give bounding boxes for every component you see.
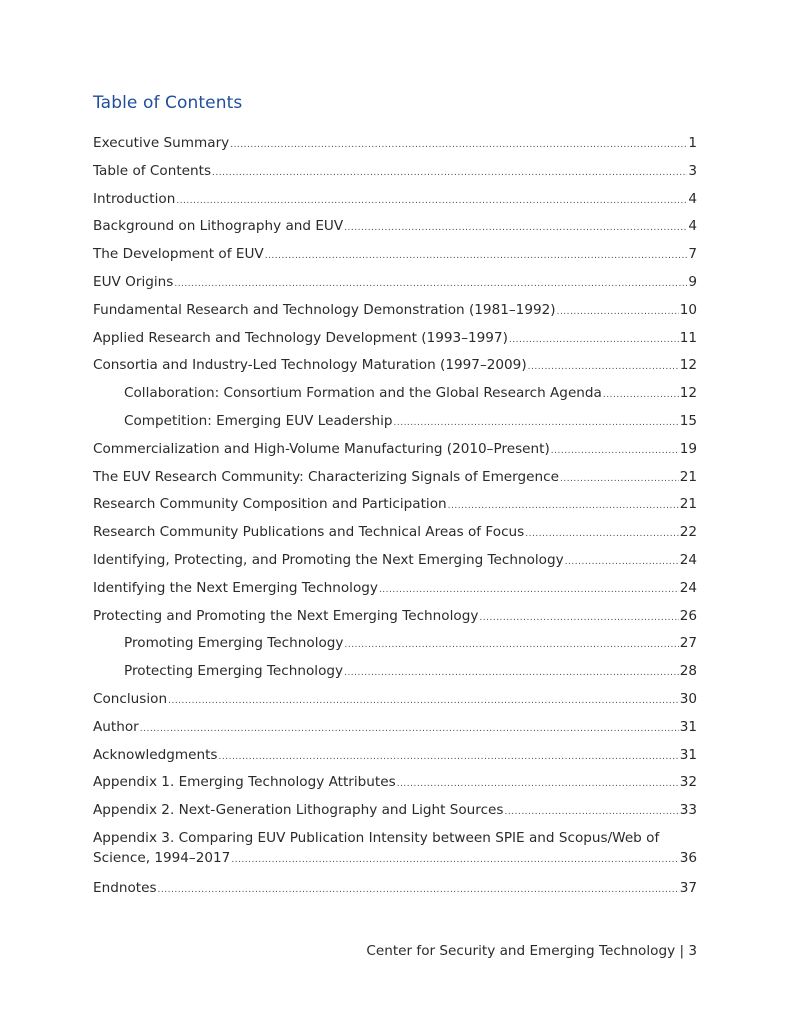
toc-dot-leader xyxy=(168,691,679,711)
toc-entry-link[interactable] xyxy=(93,272,697,300)
toc-dot-leader xyxy=(603,385,679,405)
toc-dot-leader xyxy=(219,747,679,767)
toc-entry-title: Introduction xyxy=(93,190,176,207)
toc-dot-leader xyxy=(479,608,678,628)
toc-entry-title: EUV Origins xyxy=(93,273,174,290)
toc-entry-link[interactable] xyxy=(93,355,697,383)
toc-entry-title-line1: Appendix 3. Comparing EUV Publication Intensity between SPIE and Scopus/Web of xyxy=(93,829,660,846)
toc-entry-title: Acknowledgments xyxy=(93,746,218,763)
toc-dot-leader xyxy=(212,163,687,183)
toc-entry-link[interactable] xyxy=(93,439,697,467)
toc-entry-link[interactable] xyxy=(93,578,697,606)
toc-entry-title: Commercialization and High-Volume Manufacturing (2010–Present) xyxy=(93,440,550,457)
toc-page-number: 10 xyxy=(679,301,697,318)
toc-dot-leader xyxy=(344,663,679,683)
toc-page-number: 30 xyxy=(679,690,697,707)
toc-page-number: 3 xyxy=(688,162,697,179)
toc-entry-title: Table of Contents xyxy=(93,162,212,179)
toc-page-number: 4 xyxy=(688,190,697,207)
toc-entry-link[interactable] xyxy=(93,161,697,189)
toc-dot-leader xyxy=(528,357,679,377)
toc-entry-link[interactable] xyxy=(93,550,697,578)
toc-page-number: 24 xyxy=(679,579,697,596)
toc-entry-link[interactable] xyxy=(93,717,697,745)
toc-page-number: 37 xyxy=(679,879,697,896)
toc-entry-title: Author xyxy=(93,718,139,735)
toc-page-number: 36 xyxy=(679,849,697,866)
toc-page-number: 27 xyxy=(679,635,697,652)
toc-entry-link[interactable] xyxy=(93,689,697,717)
toc-entry-title-line2: Science, 1994–2017 xyxy=(93,849,231,866)
toc-dot-leader xyxy=(560,469,679,489)
toc-dot-leader xyxy=(525,524,678,544)
toc-entry-title: Conclusion xyxy=(93,690,168,707)
toc-page-number: 28 xyxy=(679,663,697,680)
toc-page-number: 26 xyxy=(679,607,697,624)
toc-dot-leader xyxy=(231,850,678,870)
toc-entry-title: Research Community Composition and Participation xyxy=(93,496,447,513)
toc-entry-title-line2-row xyxy=(93,848,697,870)
toc-entry-title: Protecting Emerging Technology xyxy=(124,663,344,680)
toc-page-number: 9 xyxy=(688,273,697,290)
toc-entry-title: Fundamental Research and Technology Demonstration (1981–1992) xyxy=(93,301,556,318)
toc-page-number: 12 xyxy=(679,357,697,374)
toc-page-number: 19 xyxy=(679,440,697,457)
toc-dot-leader xyxy=(174,274,687,294)
toc-entry-link[interactable] xyxy=(93,133,697,161)
toc-entry-title: Identifying, Protecting, and Promoting the Next Emerging Technology xyxy=(93,551,564,568)
toc-entry-link[interactable] xyxy=(93,300,697,328)
toc-entry-title: Protecting and Promoting the Next Emerging Technology xyxy=(93,607,479,624)
toc-entry-link[interactable] xyxy=(93,189,697,217)
toc-entry-link[interactable] xyxy=(93,878,697,906)
toc-entry-title: Appendix 2. Next-Generation Lithography and Light Sources xyxy=(93,802,504,819)
page-footer: Center for Security and Emerging Technology | 3 xyxy=(366,943,697,959)
toc-entry-title: Research Community Publications and Technical Areas of Focus xyxy=(93,524,525,541)
toc-entry-title: Endnotes xyxy=(93,879,157,896)
toc-page-number: 24 xyxy=(679,551,697,568)
toc-entry-link[interactable] xyxy=(93,522,697,550)
toc-dot-leader xyxy=(344,218,687,238)
toc-page-number: 33 xyxy=(679,802,697,819)
toc-entry-link[interactable] xyxy=(93,828,697,870)
toc-dot-leader xyxy=(176,191,687,211)
toc-entry-link[interactable] xyxy=(93,772,697,800)
toc-dot-leader xyxy=(379,580,679,600)
toc-page-number: 15 xyxy=(679,412,697,429)
toc-entry-link[interactable] xyxy=(93,661,697,689)
toc-dot-leader xyxy=(557,302,679,322)
toc-entry-title: Identifying the Next Emerging Technology xyxy=(93,579,378,596)
toc-page-number: 1 xyxy=(688,135,697,151)
toc-dot-leader xyxy=(140,719,679,739)
toc-page-number: 21 xyxy=(679,496,697,513)
toc-list xyxy=(93,133,697,906)
toc-page-number: 32 xyxy=(679,774,697,791)
toc-page-number: 12 xyxy=(679,385,697,402)
toc-entry-link[interactable] xyxy=(93,216,697,244)
toc-entry-title: Competition: Emerging EUV Leadership xyxy=(124,412,393,429)
toc-dot-leader xyxy=(551,441,679,461)
toc-entry-link[interactable] xyxy=(93,411,697,439)
toc-entry-title: Appendix 1. Emerging Technology Attributes xyxy=(93,774,396,791)
toc-entry-title: Applied Research and Technology Development (1993–1997) xyxy=(93,329,508,346)
toc-entry-title: Consortia and Industry-Led Technology Maturation (1997–2009) xyxy=(93,357,527,374)
toc-entry-link[interactable] xyxy=(93,494,697,522)
toc-page-number: 31 xyxy=(679,746,697,763)
toc-page-number: 7 xyxy=(688,246,697,263)
toc-entry-link[interactable] xyxy=(93,633,697,661)
toc-page-number: 11 xyxy=(679,329,697,346)
toc-page-number: 4 xyxy=(688,218,697,235)
toc-page-number: 31 xyxy=(679,718,697,735)
toc-dot-leader xyxy=(448,496,679,516)
toc-dot-leader xyxy=(393,413,678,433)
toc-dot-leader xyxy=(158,880,679,900)
toc-entry-link[interactable] xyxy=(93,745,697,773)
toc-dot-leader xyxy=(344,635,678,655)
toc-entry-link[interactable] xyxy=(93,383,697,411)
toc-dot-leader xyxy=(505,802,679,822)
toc-dot-leader xyxy=(230,135,687,155)
toc-page-number: 21 xyxy=(679,468,697,485)
toc-entry-link[interactable] xyxy=(93,800,697,828)
toc-dot-leader xyxy=(565,552,679,572)
toc-dot-leader xyxy=(509,330,679,350)
toc-entry-link[interactable] xyxy=(93,467,697,495)
toc-entry-link[interactable] xyxy=(93,244,697,272)
toc-entry-title: Executive Summary xyxy=(93,135,230,151)
toc-entry-link[interactable] xyxy=(93,328,697,356)
toc-entry-title: The Development of EUV xyxy=(93,246,264,263)
toc-page-number: 22 xyxy=(679,524,697,541)
toc-entry-title: The EUV Research Community: Characterizing Signals of Emergence xyxy=(93,468,559,485)
toc-entry-title: Promoting Emerging Technology xyxy=(124,635,344,652)
toc-entry-link[interactable] xyxy=(93,606,697,634)
toc-entry-title: Collaboration: Consortium Formation and the Global Research Agenda xyxy=(124,385,602,402)
toc-heading: Table of Contents xyxy=(93,93,243,113)
toc-dot-leader xyxy=(265,246,688,266)
toc-entry-title: Background on Lithography and EUV xyxy=(93,218,344,235)
toc-dot-leader xyxy=(397,774,679,794)
